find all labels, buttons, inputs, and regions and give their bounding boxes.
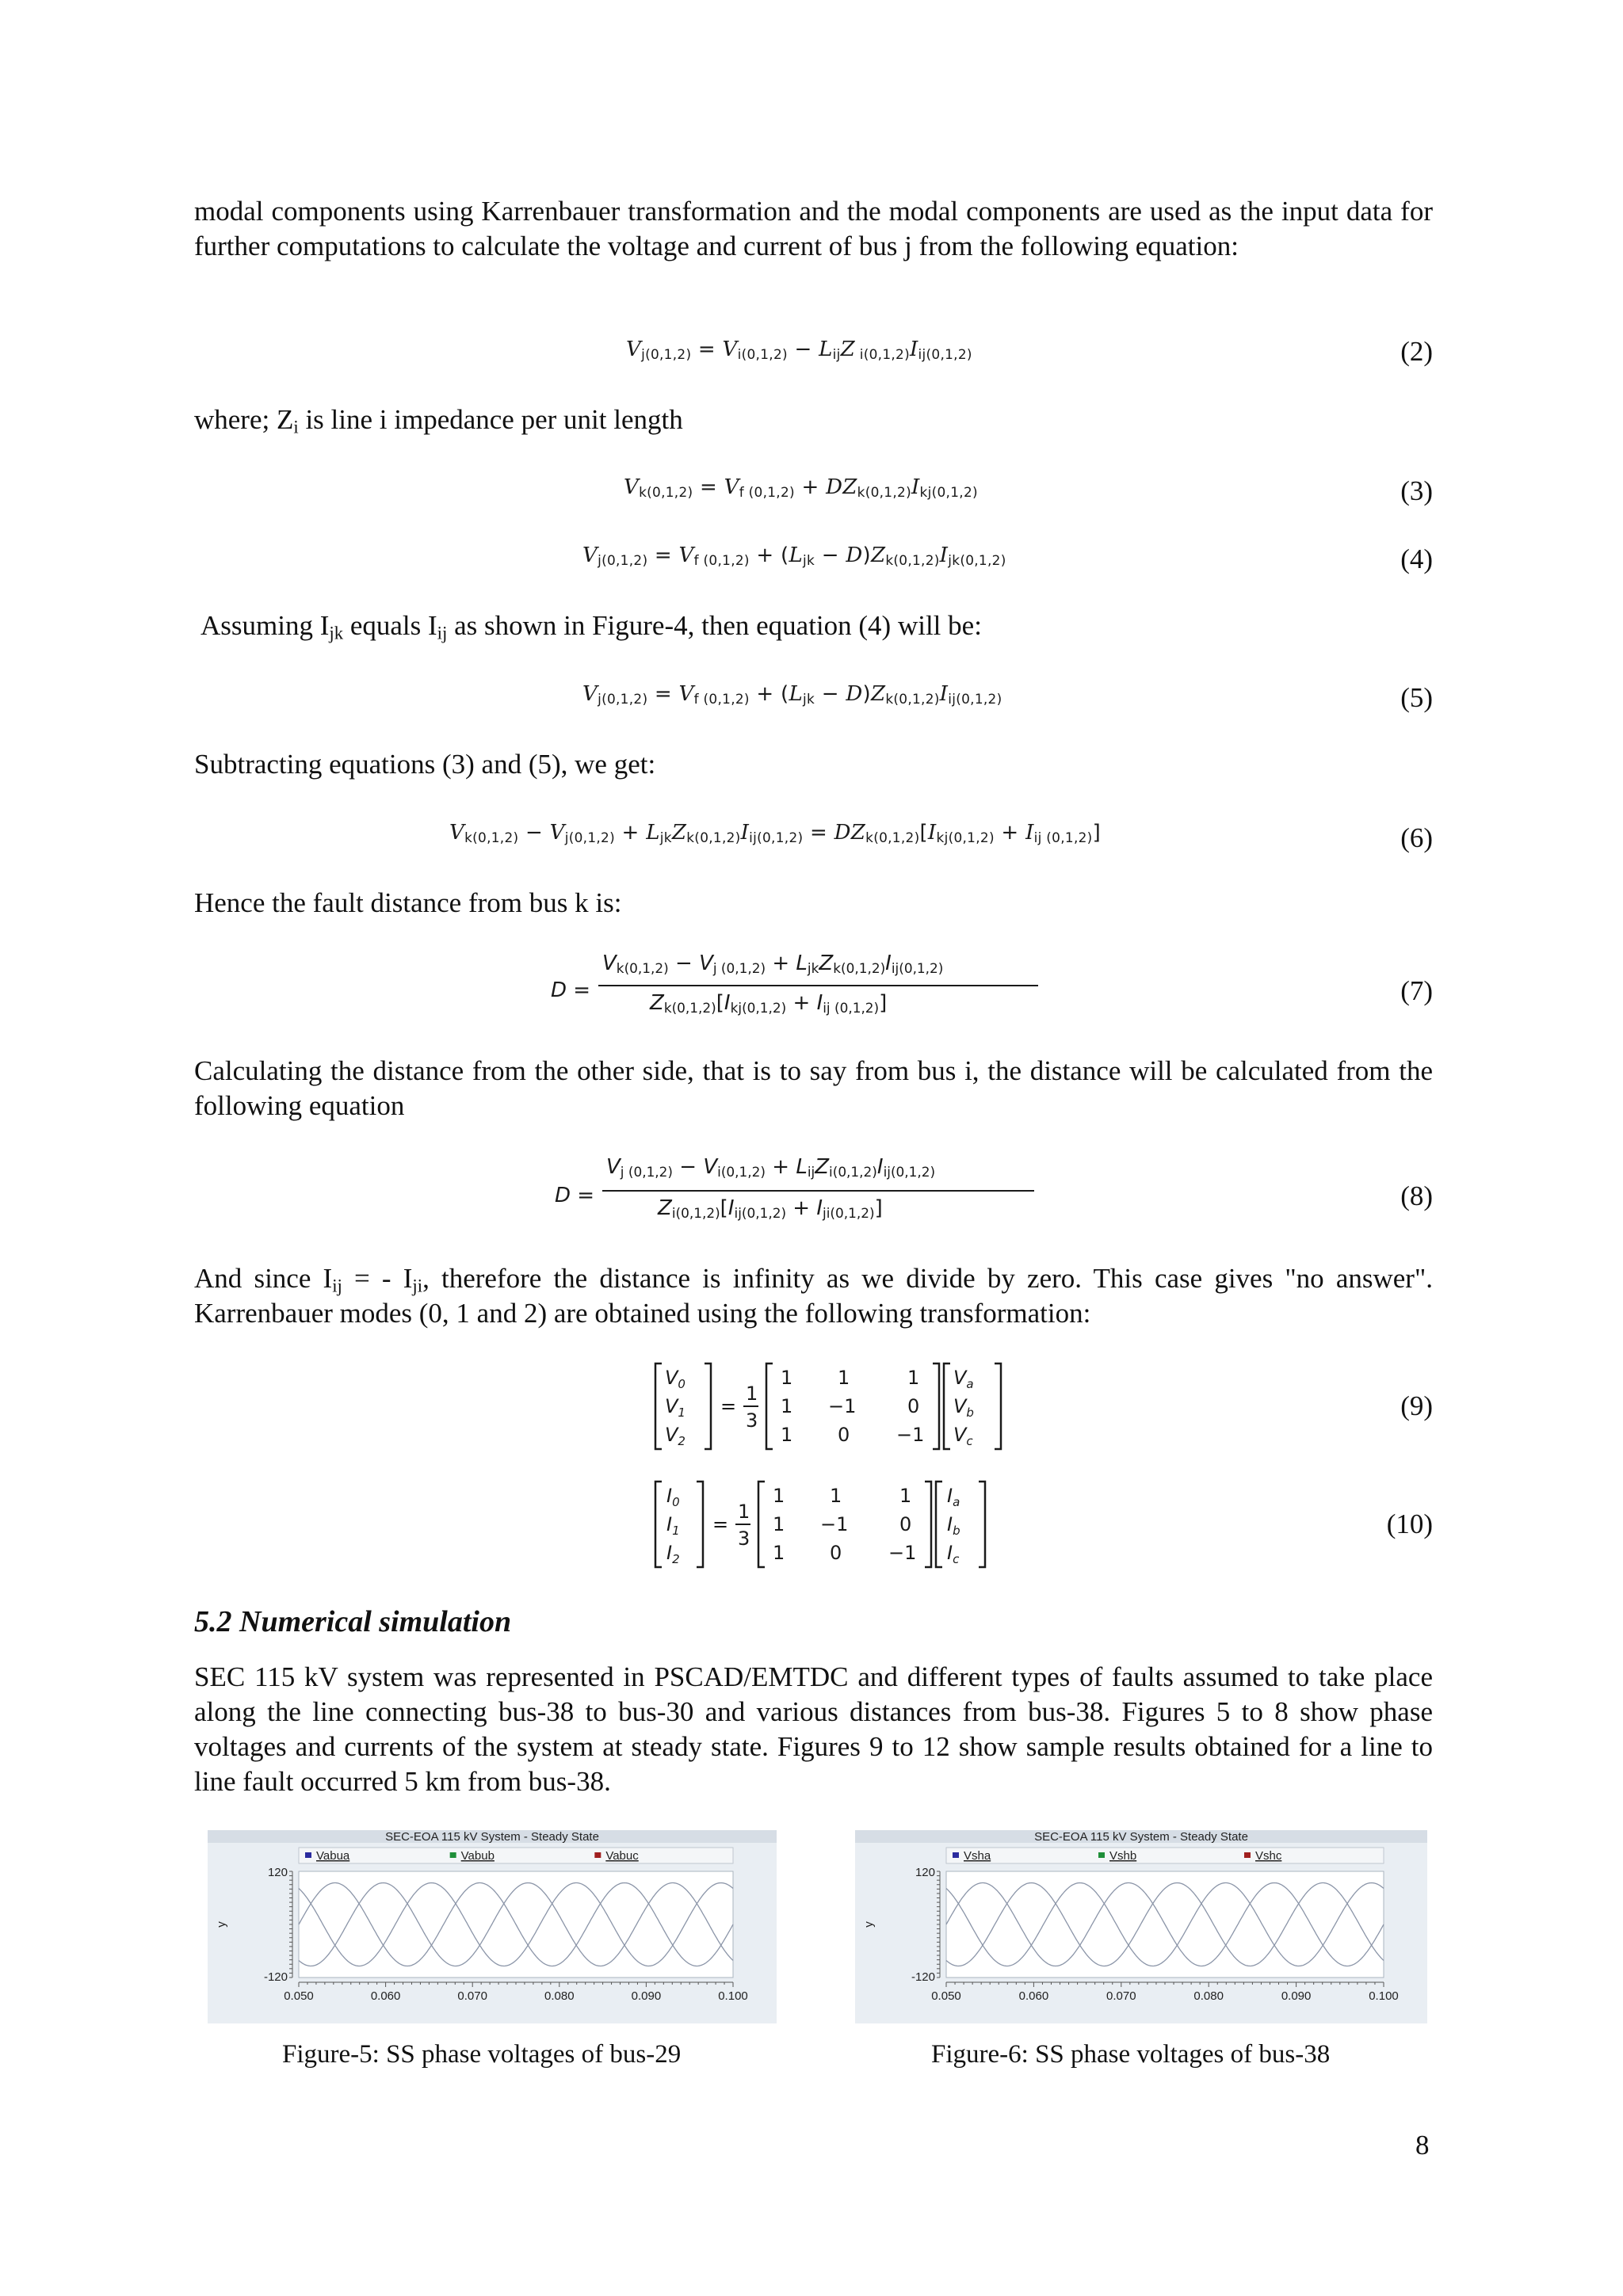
svg-text:1: 1 bbox=[781, 1395, 793, 1417]
chart-figure-6 bbox=[855, 1830, 1427, 2023]
x-tick-label: 0.050 bbox=[284, 1989, 314, 2003]
equation-number: (9) bbox=[1400, 1390, 1433, 1421]
equation-3 bbox=[194, 469, 1433, 517]
svg-text:−1: −1 bbox=[828, 1395, 857, 1417]
body-paragraph: SEC 115 kV system was represented in PSCAD/EMTDC and different types of faults assumed to take place along the line connecting bus-38 to bus-30 and various distances from bus-38. Figures 5 to 8 show phase voltages and currents of the system at steady state. Figures 9 to 12 show sample results obtained for a line to line fault occurred 5 km from bus-38. bbox=[194, 1661, 1433, 1797]
y-axis-label: y bbox=[215, 1921, 228, 1928]
svg-text:3: 3 bbox=[746, 1409, 758, 1432]
svg-text:−1: −1 bbox=[896, 1424, 925, 1446]
x-tick-label: 0.050 bbox=[931, 1989, 961, 2003]
svg-text:V0: $V_0$ bbox=[665, 1367, 685, 1391]
equation-number: (10) bbox=[1386, 1508, 1433, 1539]
y-tick-label: -120 bbox=[263, 1970, 288, 1984]
svg-text:0: 0 bbox=[907, 1395, 920, 1417]
svg-text:1: 1 bbox=[830, 1485, 842, 1507]
body-paragraph: Subtracting equations (3) and (5), we get: bbox=[194, 749, 656, 780]
legend-label: Vsha bbox=[964, 1849, 991, 1863]
y-axis-label: y bbox=[862, 1921, 876, 1928]
x-tick-label: 0.100 bbox=[1369, 1989, 1399, 2003]
svg-text:V2: $V_2$ bbox=[665, 1424, 685, 1448]
svg-text:Ic: $I_c$ bbox=[947, 1542, 960, 1566]
body-paragraph: Calculating the distance from the other side, that is to say from bus i, the distance will be calculated from the following equation bbox=[194, 1055, 1433, 1121]
svg-text:0: 0 bbox=[838, 1424, 850, 1446]
equation-2 bbox=[194, 331, 1433, 379]
equation-10 bbox=[194, 1477, 1433, 1572]
x-tick-label: 0.080 bbox=[1193, 1989, 1224, 2003]
legend-swatch bbox=[305, 1852, 311, 1858]
chart-figure-5 bbox=[208, 1830, 777, 2023]
equation-3-formula: $V_{k(0,1,2)} = V_{f (0,1,2)} + DZ_{k(0,1,2)}I_{kj(0,1,2)}$ bbox=[624, 475, 978, 501]
x-tick-label: 0.070 bbox=[457, 1989, 487, 2003]
svg-text:1: 1 bbox=[773, 1513, 785, 1535]
svg-text:1: 1 bbox=[773, 1485, 785, 1507]
equation-number: (2) bbox=[1400, 336, 1433, 367]
legend-swatch bbox=[450, 1852, 456, 1858]
y-tick-label: -120 bbox=[911, 1970, 935, 1984]
svg-text:Vc: $V_c$ bbox=[953, 1424, 973, 1448]
svg-text:I0: $I_0$ bbox=[666, 1485, 680, 1509]
svg-text:3: 3 bbox=[738, 1527, 750, 1550]
section-heading: 5.2 Numerical simulation bbox=[194, 1605, 512, 1638]
x-tick-label: 0.080 bbox=[544, 1989, 575, 2003]
equation-number: (3) bbox=[1400, 475, 1433, 506]
svg-text:1: 1 bbox=[738, 1501, 750, 1523]
page-number: 8 bbox=[1415, 2130, 1430, 2161]
legend-label: Vabua bbox=[316, 1849, 350, 1863]
equation-4 bbox=[194, 539, 1433, 586]
x-tick-label: 0.100 bbox=[718, 1989, 748, 2003]
y-tick-label: 120 bbox=[267, 1866, 288, 1879]
svg-text:−1: −1 bbox=[820, 1513, 849, 1535]
equation-7-formula: D = $V_{k(0,1,2)} - V_{j (0,1,2)} + L_{jk}Z_{k(0,1,2)}I_{ij(0,1,2)}$ $Z_{k(0,1,2)}[I_{kj(0,1,2)} + I_{ij (0,1,2)}]$ bbox=[590, 947, 1034, 1026]
svg-text:1: 1 bbox=[899, 1485, 912, 1507]
svg-text:V1: $V_1$ bbox=[665, 1395, 685, 1420]
legend-label: Vshb bbox=[1109, 1849, 1137, 1863]
figure-caption: Figure-5: SS phase voltages of bus-29 bbox=[282, 2040, 682, 2069]
legend-box bbox=[299, 1848, 733, 1863]
equation-number: (6) bbox=[1400, 822, 1433, 853]
chart-title: SEC-EOA 115 kV System - Steady State bbox=[1034, 1830, 1248, 1844]
x-tick-label: 0.090 bbox=[1281, 1989, 1312, 2003]
legend-label: Vabub bbox=[460, 1849, 495, 1863]
body-paragraph: And since $I_{ij}$ = - $I_{ji}$, therefore the distance is infinity as we divide by zero. This case gives "no answer". Karrenbauer modes (0, 1 and 2) are obtained using the following transformation: bbox=[194, 1263, 1433, 1329]
equation-6-formula: $V_{k(0,1,2)} - V_{j(0,1,2)} + L_{jk}Z_{k(0,1,2)}I_{ij(0,1,2)} = DZ_{k(0,1,2)}[I_{kj(0,1,2)} + I_{ij (0,1,2)}]$ bbox=[449, 821, 1102, 846]
equation-10-matrix bbox=[654, 1477, 1018, 1572]
svg-text:0: 0 bbox=[899, 1513, 912, 1535]
svg-text:Vb: $V_b$ bbox=[953, 1395, 974, 1420]
svg-text:Va: $V_a$ bbox=[953, 1367, 974, 1391]
equation-8 bbox=[194, 1150, 1433, 1230]
svg-text:Ib: $I_b$ bbox=[947, 1513, 960, 1538]
svg-text:1: 1 bbox=[746, 1383, 758, 1405]
svg-text:1: 1 bbox=[773, 1542, 785, 1564]
equation-6 bbox=[194, 816, 1433, 864]
y-tick-label: 120 bbox=[915, 1866, 935, 1879]
svg-text:=: = bbox=[720, 1395, 737, 1417]
svg-text:I2: $I_2$ bbox=[666, 1542, 680, 1566]
svg-text:=: = bbox=[712, 1513, 729, 1535]
legend-box bbox=[946, 1848, 1384, 1863]
equation-8-formula: D = $V_{j (0,1,2)} - V_{i(0,1,2)} + L_{ij}Z_{i(0,1,2)}I_{ij(0,1,2)}$ $Z_{i(0,1,2)}[I_{ij(0,1,2)} + I_{ji(0,1,2)}]$ bbox=[594, 1150, 1038, 1230]
x-tick-label: 0.090 bbox=[631, 1989, 662, 2003]
legend-swatch bbox=[953, 1852, 959, 1858]
legend-label: Vshc bbox=[1255, 1849, 1282, 1863]
equation-5-formula: $V_{j(0,1,2)} = V_{f (0,1,2)} + (L_{jk} - D)Z_{k(0,1,2)}I_{ij(0,1,2)}$ bbox=[582, 682, 1002, 707]
equation-number: (5) bbox=[1400, 682, 1433, 713]
svg-text:1: 1 bbox=[907, 1367, 920, 1389]
x-tick-label: 0.070 bbox=[1106, 1989, 1136, 2003]
equation-number: (8) bbox=[1400, 1180, 1433, 1211]
body-paragraph: where; $Z_i$ is line i impedance per unit length bbox=[194, 404, 683, 437]
equation-9-matrix bbox=[654, 1359, 1018, 1454]
equation-4-formula: $V_{j(0,1,2)} = V_{f (0,1,2)} + (L_{jk} - D)Z_{k(0,1,2)}I_{jk(0,1,2)}$ bbox=[582, 543, 1006, 569]
legend-label: Vabuc bbox=[605, 1849, 639, 1863]
equation-5 bbox=[194, 677, 1433, 725]
x-tick-label: 0.060 bbox=[370, 1989, 401, 2003]
equation-7 bbox=[194, 947, 1433, 1026]
equation-number: (7) bbox=[1400, 975, 1433, 1006]
equation-9 bbox=[194, 1359, 1433, 1454]
legend-swatch bbox=[594, 1852, 601, 1858]
svg-text:−1: −1 bbox=[888, 1542, 917, 1564]
figure-caption: Figure-6: SS phase voltages of bus-38 bbox=[931, 2040, 1331, 2069]
svg-text:0: 0 bbox=[830, 1542, 842, 1564]
chart-title: SEC-EOA 115 kV System - Steady State bbox=[385, 1830, 599, 1844]
svg-text:1: 1 bbox=[781, 1424, 793, 1446]
x-tick-label: 0.060 bbox=[1018, 1989, 1049, 2003]
equation-number: (4) bbox=[1400, 543, 1433, 574]
legend-swatch bbox=[1098, 1852, 1105, 1858]
svg-text:Ia: $I_a$ bbox=[947, 1485, 960, 1509]
body-paragraph: modal components using Karrenbauer transformation and the modal components are used as the input data for further computations to calculate the voltage and current of bus j from the following equation: bbox=[194, 196, 1433, 261]
svg-text:I1: $I_1$ bbox=[666, 1513, 680, 1538]
body-paragraph: Assuming $I_{jk}$ equals $I_{ij}$ as shown in Figure-4, then equation (4) will be: bbox=[200, 610, 982, 643]
equation-2-formula: $V_{j(0,1,2)} = V_{i(0,1,2)} - L_{ij}Z$ $_{i(0,1,2)}I_{ij(0,1,2)}$ bbox=[626, 338, 972, 363]
body-paragraph: Hence the fault distance from bus k is: bbox=[194, 887, 622, 918]
svg-text:1: 1 bbox=[838, 1367, 850, 1389]
legend-swatch bbox=[1244, 1852, 1251, 1858]
svg-text:1: 1 bbox=[781, 1367, 793, 1389]
